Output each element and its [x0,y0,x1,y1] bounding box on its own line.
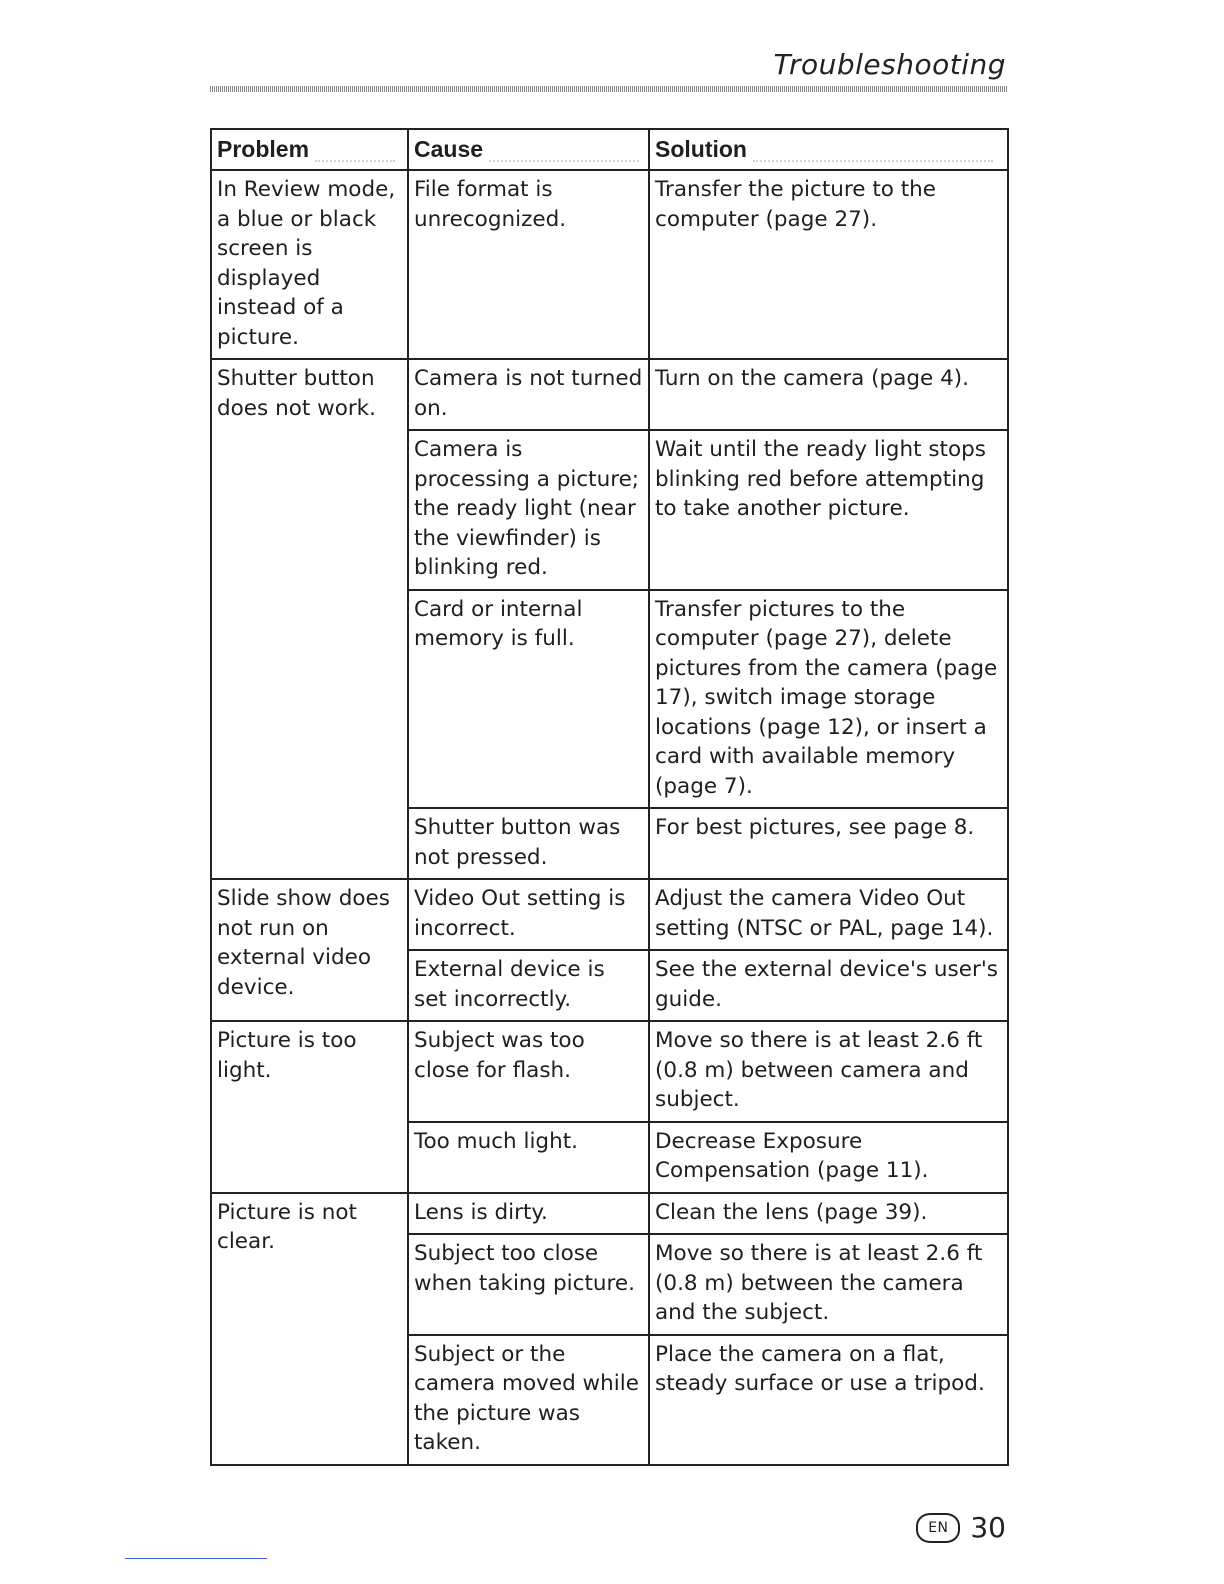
cause-cell: Subject was too close for flash. [408,1021,649,1122]
page-header-title: Troubleshooting [773,48,1006,81]
language-badge: EN [916,1513,960,1543]
solution-cell: Clean the lens (page 39). [649,1193,1008,1235]
problem-cell: Shutter button does not work. [211,359,408,879]
solution-cell: Wait until the ready light stops blinking red before attempting to take another picture. [649,430,1008,590]
problem-cell: Picture is too light. [211,1021,408,1193]
solution-cell: See the external device's user's guide. [649,950,1008,1021]
header-rule [210,86,1007,92]
solution-cell: Move so there is at least 2.6 ft (0.8 m) between the camera and the subject. [649,1234,1008,1335]
column-header-solution: Solution [649,129,1008,170]
solution-cell: For best pictures, see page 8. [649,808,1008,879]
table-header-row [211,129,1008,170]
cause-cell: Lens is dirty. [408,1193,649,1235]
problem-cell: Picture is not clear. [211,1193,408,1465]
cause-cell: External device is set incorrectly. [408,950,649,1021]
troubleshooting-table [210,128,1009,1466]
solution-cell: Decrease Exposure Compensation (page 11). [649,1122,1008,1193]
table-row [211,879,1008,950]
table-row [211,170,1008,359]
column-header-cause: Cause [408,129,649,170]
problem-cell: In Review mode, a blue or black screen is displayed instead of a picture. [211,170,408,359]
cause-cell: Camera is processing a picture; the ready light (near the viewfinder) is blinking red. [408,430,649,590]
page-number: 30 [970,1511,1006,1544]
cause-cell: Shutter button was not pressed. [408,808,649,879]
cause-cell: Video Out setting is incorrect. [408,879,649,950]
cause-cell: File format is unrecognized. [408,170,649,359]
cause-cell: Camera is not turned on. [408,359,649,430]
bottom-link-underline [125,1558,267,1559]
table-row [211,1193,1008,1235]
solution-cell: Transfer the picture to the computer (page 27). [649,170,1008,359]
table-row [211,1021,1008,1122]
problem-cell: Slide show does not run on external video device. [211,879,408,1021]
cause-cell: Subject too close when taking picture. [408,1234,649,1335]
cause-cell: Card or internal memory is full. [408,590,649,809]
cause-cell: Subject or the camera moved while the picture was taken. [408,1335,649,1465]
solution-cell: Adjust the camera Video Out setting (NTSC or PAL, page 14). [649,879,1008,950]
cause-cell: Too much light. [408,1122,649,1193]
solution-cell: Turn on the camera (page 4). [649,359,1008,430]
column-header-problem: Problem [211,129,408,170]
solution-cell: Transfer pictures to the computer (page 27), delete pictures from the camera (page 17), switch image storage locations (page 12), or insert a card with available memory (page 7). [649,590,1008,809]
solution-cell: Move so there is at least 2.6 ft (0.8 m) between camera and subject. [649,1021,1008,1122]
table-row [211,359,1008,430]
solution-cell: Place the camera on a flat, steady surface or use a tripod. [649,1335,1008,1465]
page-footer [916,1511,1006,1544]
